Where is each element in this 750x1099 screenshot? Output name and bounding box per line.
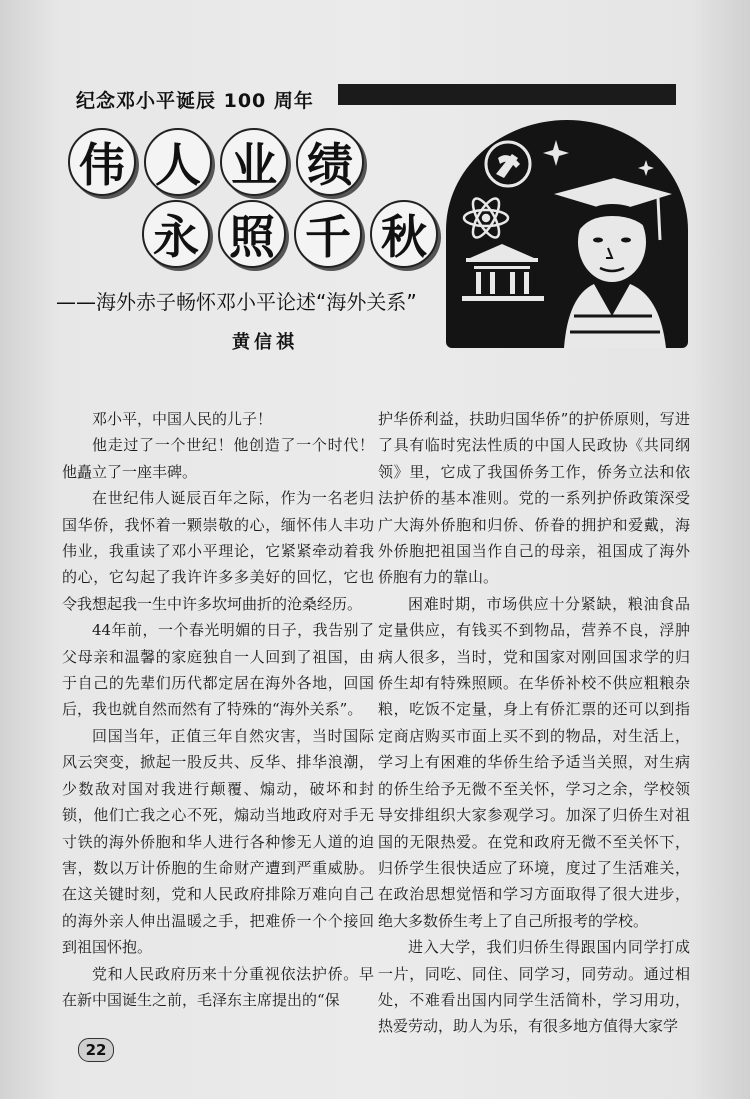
papercut-artwork-svg [446,120,688,348]
tiananmen-gate-icon [462,244,544,301]
title-line-1 [68,128,364,196]
title-char: 照 [218,200,286,268]
banner-bar [338,84,676,105]
title-char: 秋 [370,200,438,268]
series-banner: 纪念邓小平诞辰 100 周年 [76,90,314,112]
article-column-left [62,406,374,1013]
paragraph: 护华侨利益，扶助归国华侨”的护侨原则，写进了具有临时宪法性质的中国人民政协《共同纲领》里，它成了我国侨务工作，侨务立法和依法护侨的基本准则。党的一系列护侨政策深受广大海外侨胞和归侨、侨眷的拥护和爱戴，海外侨胞把祖国当作自己的母亲，祖国成了海外侨胞有力的靠山。 [378,410,690,587]
title-char: 千 [294,200,362,268]
papercut-illustration [446,120,688,348]
paragraph: 困难时期，市场供应十分紧缺，粮油食品定量供应，有钱买不到物品，营养不良，浮肿病人很多，当时，党和国家对刚回国求学的归侨生却有特殊照顾。在华侨补校不供应粗粮杂粮，吃饭不定量，身上有侨汇票的还可以到指定商店购买市面上买不到的物品，对生活上，学习上有困难的华侨生给予适当关照，对生病的侨生给予无微不至关怀，学习之余，学校领导安排组织大家参观学习。加深了归侨生对祖国的无限热爱。在党和政府无微不至关怀下，归侨学生很快适应了环境，度过了生活难关，在政治思想觉悟和学习方面取得了很大进步，绝大多数侨生考上了自己所报考的学校。 [378,594,690,930]
title-line-2 [142,200,438,268]
title-char: 人 [144,128,212,196]
paragraph: 他走过了一个世纪！他创造了一个时代！他矗立了一座丰碑。 [62,436,374,481]
paragraph: 回国当年，正值三年自然灾害，当时国际风云突变，掀起一股反共、反华、排华浪潮，少数敌对国对我进行颠覆、煽动，破坏和封锁，他们亡我之心不死，煽动当地政府对手无寸铁的海外侨胞和华人进行各种惨无人道的迫害，数以万计侨胞的生命财产遭到严重威胁。在这关键时刻，党和人民政府排除万难向自己的海外亲人伸出温暖之手，把难侨一个个接回到祖国怀抱。 [62,726,374,957]
title-char: 业 [220,128,288,196]
article-column-right [378,406,690,1040]
title-char: 绩 [296,128,364,196]
graduate-figure-icon [554,178,672,348]
paragraph: 44年前，一个春光明媚的日子，我告别了父母亲和温馨的家庭独自一人回到了祖国，由于自己的先辈们历代都定居在海外各地，回国后，我也就自然而然有了特殊的“海外关系”。 [62,621,374,719]
author-name: 黄信祺 [232,332,298,353]
page-number: 22 [78,1038,114,1062]
atom-icon [464,195,508,241]
title-char: 伟 [68,128,136,196]
paragraph: 邓小平，中国人民的儿子！ [92,410,273,428]
title-char: 永 [142,200,210,268]
sparkle-icon [543,140,654,176]
paragraph: 进入大学，我们归侨生得跟国内同学打成一片，同吃、同住、同学习，同劳动。通过相处，不难看出国内同学生活简朴，学习用功，热爱劳动，助人为乐，有很多地方值得大家学 [378,938,690,1036]
article-subtitle: ——海外赤子畅怀邓小平论述“海外关系” [56,290,417,314]
paragraph: 在世纪伟人诞辰百年之际，作为一名老归国华侨，我怀着一颗崇敬的心，缅怀伟人丰功伟业，我重读了邓小平理论，它紧紧牵动着我的心，它勾起了我许许多多美好的回忆，它也令我想起我一生中许多坎坷曲折的沧桑经历。 [62,489,374,613]
paragraph: 党和人民政府历来十分重视依法护侨。早在新中国诞生之前，毛泽东主席提出的“保 [62,964,374,1009]
party-emblem-icon [486,142,530,186]
